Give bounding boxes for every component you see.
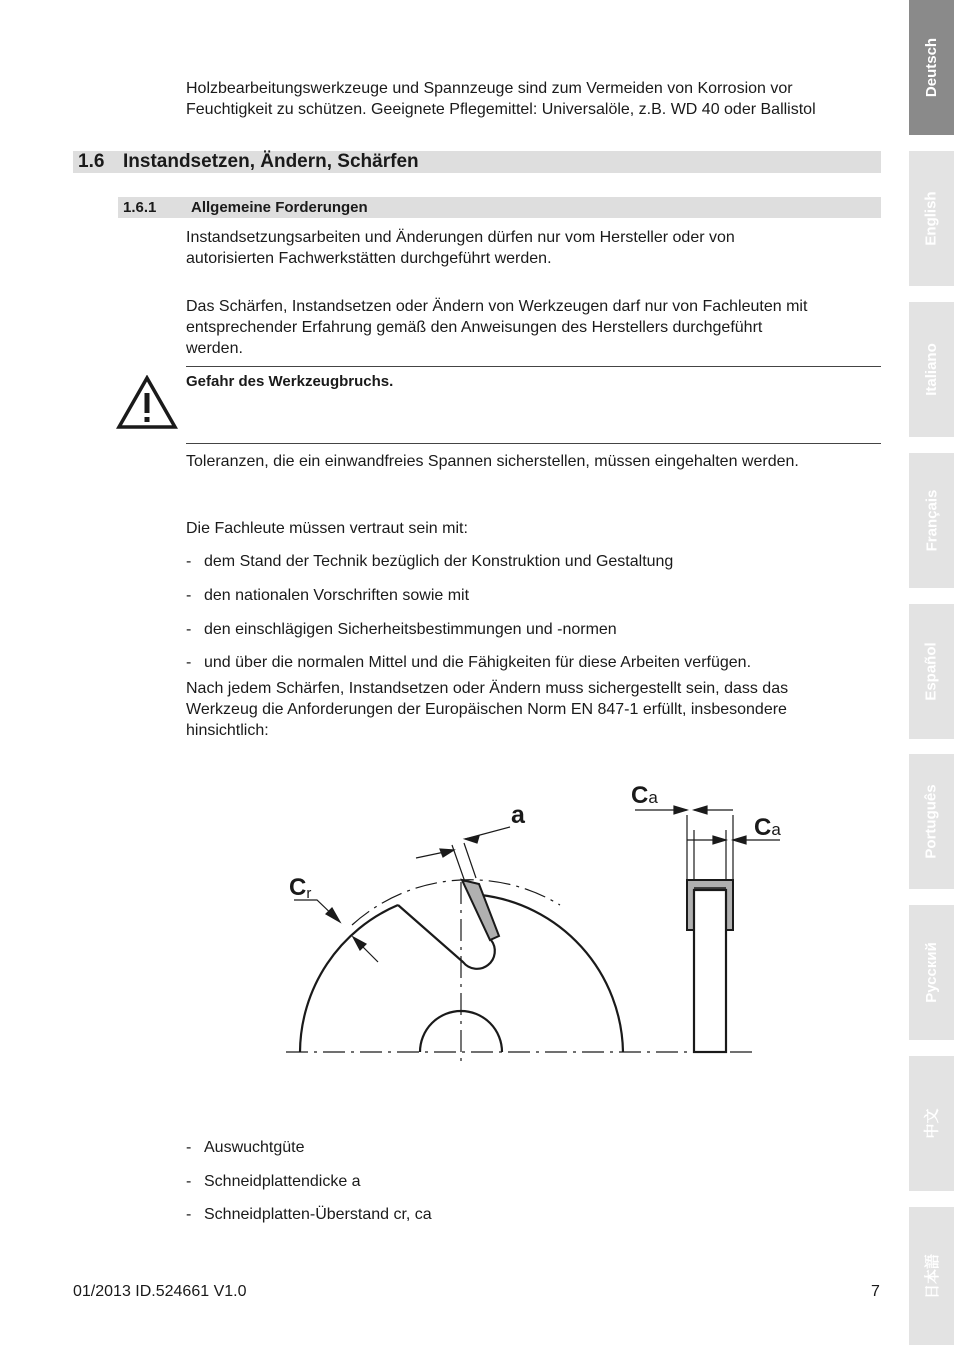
list-dash: - [186,587,192,604]
section-number: 1.6 [78,151,105,172]
tab-label: Français [923,489,941,552]
tab-label: Deutsch [923,37,940,98]
list-item-text: und über die normalen Mittel und die Fähigkeiten für diese Arbeiten verfügen. [204,654,752,671]
paragraph-line: werden. [186,340,243,357]
intro-line: Holzbearbeitungswerkzeuge und Spannzeuge sind zum Vermeiden von Korrosion vor [186,80,793,97]
tab-italiano[interactable] [909,302,954,437]
label-cr-main: C [289,874,307,901]
label-ca-sub: a [771,820,781,839]
list-dash: - [186,1139,192,1156]
experts-intro: Die Fachleute müssen vertraut sein mit: [186,520,468,537]
label-ca-main: C [631,782,649,809]
blade-right-arc [481,895,623,1052]
paragraph-line: hinsichtlich: [186,722,269,739]
tab-chinese[interactable] [909,1056,954,1191]
warning-text: Gefahr des Werkzeugbruchs. [186,373,394,390]
list-item-text: den einschlägigen Sicherheitsbestimmungen und -normen [204,621,617,638]
blade-left-arc [300,905,398,1052]
side-view-body [694,890,726,1052]
label-a: a [511,801,525,829]
tab-label: 中文 [923,1108,941,1139]
list-dash: - [186,1173,192,1190]
paragraph-line: Werkzeug die Anforderungen der Europäischen Norm EN 847-1 erfüllt, insbesondere [186,701,787,718]
list-item-text: Schneidplatten-Überstand cr, ca [204,1206,432,1223]
paragraph-line: Nach jedem Schärfen, Instandsetzen oder Ändern muss sichergestellt sein, dass das [186,680,789,697]
page-number: 7 [871,1283,880,1300]
label-ca-sub: a [648,788,658,807]
list-item-text: Schneidplattendicke a [204,1173,361,1190]
list-dash: - [186,654,192,671]
section-title: Instandsetzen, Ändern, Schärfen [123,151,419,172]
svg-text:Ca [631,782,658,809]
tab-francais[interactable] [909,453,954,588]
tab-label: Italiano [923,343,941,396]
list-item-text: Auswuchtgüte [204,1139,305,1156]
subsection-number: 1.6.1 [123,199,157,216]
tab-english[interactable] [909,151,954,286]
subsection-title: Allgemeine Forderungen [191,199,368,216]
list-dash: - [186,1206,192,1223]
tab-portugues[interactable] [909,754,954,889]
tab-label: English [923,191,941,246]
intro-line: Feuchtigkeit zu schützen. Geeignete Pflegemittel: Universalöle, z.B. WD 40 oder Ballistol [186,101,816,118]
tolerance-paragraph: Toleranzen, die ein einwandfreies Spannen sicherstellen, müssen eingehalten werden. [186,453,799,470]
tab-russian[interactable] [909,905,954,1040]
list-dash: - [186,553,192,570]
paragraph-line: Das Schärfen, Instandsetzen oder Ändern von Werkzeugen darf nur von Fachleuten mit [186,298,808,315]
tab-label: Español [923,642,941,701]
tab-label: 日本語 [924,1253,942,1299]
label-cr-sub: r [306,885,312,902]
svg-text:Ca [754,814,781,841]
tab-espanol[interactable] [909,604,954,739]
tab-deutsch[interactable] [909,0,954,135]
svg-text:Cr [289,874,311,902]
tab-japanese[interactable] [909,1207,954,1345]
paragraph-line: Instandsetzungsarbeiten und Änderungen dürfen nur vom Hersteller oder von [186,229,735,246]
tab-label: Português [923,784,940,859]
tab-label: Русский [923,942,941,1003]
label-ca-main: C [754,814,772,841]
paragraph-line: entsprechender Erfahrung gemäß den Anweisungen des Herstellers durchgeführt [186,319,763,336]
footer-doc-id: 01/2013 ID.524661 V1.0 [73,1283,247,1300]
paragraph-line: autorisierten Fachwerkstätten durchgeführt werden. [186,250,552,267]
carbide-tip [462,880,499,940]
list-dash: - [186,621,192,638]
tip-circle-dashdot [352,880,560,925]
list-item-text: den nationalen Vorschriften sowie mit [204,587,470,604]
list-item-text: dem Stand der Technik bezüglich der Konstruktion und Gestaltung [204,553,674,570]
